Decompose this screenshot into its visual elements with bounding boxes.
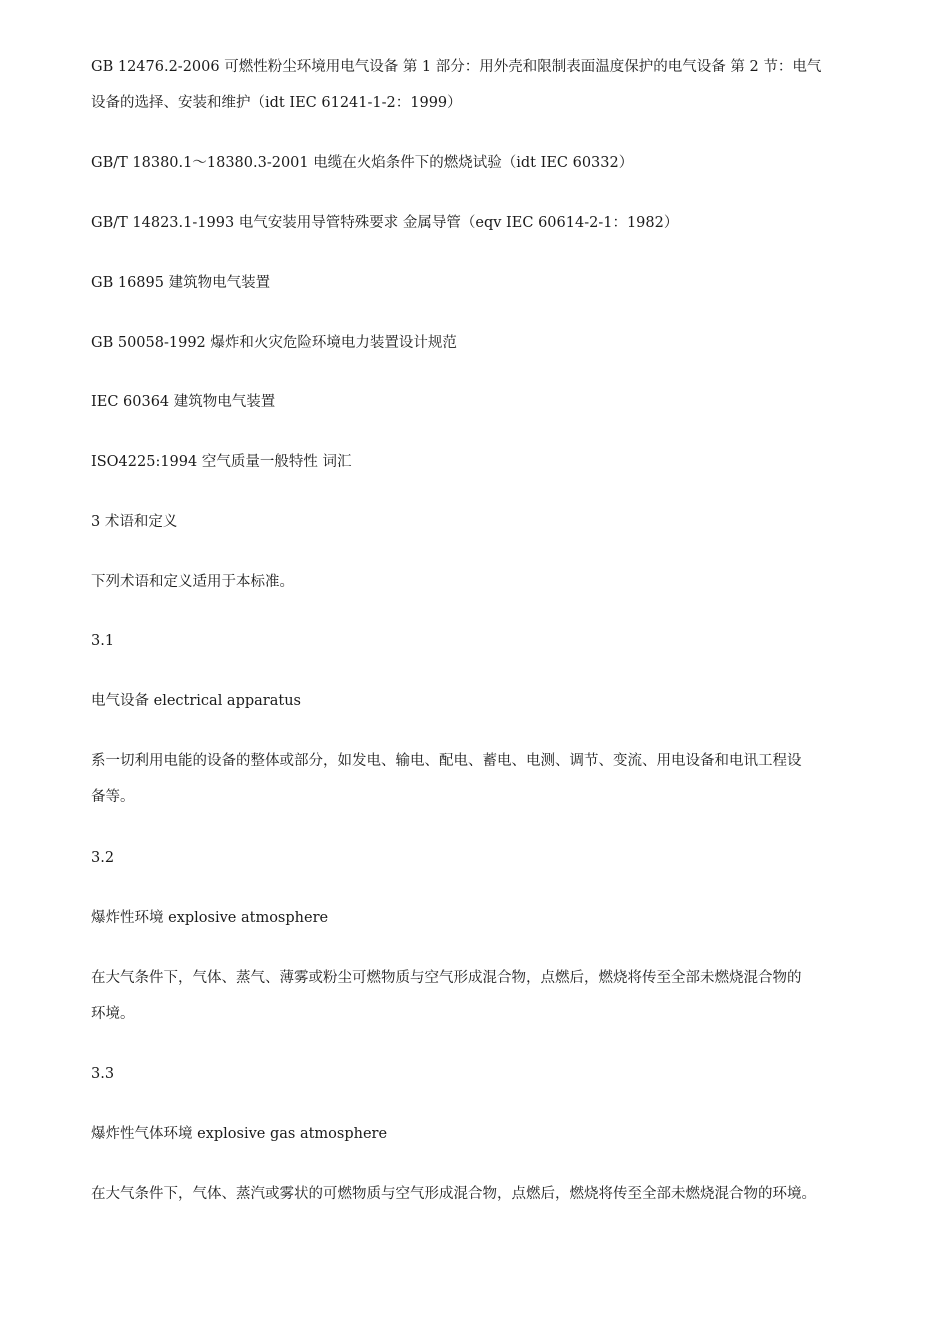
section-heading-terms: 3 术语和定义 [91,514,178,530]
reference-gbt14823: GB/T 14823.1-1993 电气安装用导管特殊要求 金属导管（eqv IEC 60614-2-1：1982） [91,215,679,231]
term-title-explosive-atmosphere: 爆炸性环境 explosive atmosphere [91,910,329,926]
section-intro: 下列术语和定义适用于本标准。 [91,574,294,590]
reference-gbt18380: GB/T 18380.1～18380.3-2001 电缆在火焰条件下的燃烧试验（idt IEC 60332） [91,155,634,171]
term-number-3-2: 3.2 [91,850,115,866]
term-definition-3-3: 在大气条件下，气体、蒸汽或雾状的可燃物质与空气形成混合物，点燃后，燃烧将传至全部未燃烧混合物的环境。 [91,1186,816,1202]
term-definition-3-1-line2: 备等。 [91,789,135,805]
term-number-3-1: 3.1 [91,633,115,649]
reference-gb16895: GB 16895 建筑物电气装置 [91,275,271,291]
term-title-explosive-gas-atmosphere: 爆炸性气体环境 explosive gas atmosphere [91,1126,388,1142]
term-title-electrical-apparatus: 电气设备 electrical apparatus [91,693,301,709]
term-definition-3-2-line1: 在大气条件下，气体、蒸气、薄雾或粉尘可燃物质与空气形成混合物，点燃后，燃烧将传至全部未燃烧混合物的 [91,970,802,986]
reference-iso4225: ISO4225:1994 空气质量一般特性 词汇 [91,454,352,470]
reference-gb50058: GB 50058-1992 爆炸和火灾危险环境电力装置设计规范 [91,335,457,351]
term-definition-3-1-line1: 系一切利用电能的设备的整体或部分，如发电、输电、配电、蓄电、电测、调节、变流、用电设备和电讯工程设 [91,753,802,769]
reference-iec60364: IEC 60364 建筑物电气装置 [91,394,276,410]
term-number-3-3: 3.3 [91,1066,115,1082]
reference-gb12476-line2: 设备的选择、安装和维护（idt IEC 61241-1-2：1999） [91,95,462,111]
term-definition-3-2-line2: 环境。 [91,1006,135,1022]
reference-gb12476-line1: GB 12476.2-2006 可燃性粉尘环境用电气设备 第 1 部分：用外壳和限制表面温度保护的电气设备 第 2 节：电气 [91,59,822,75]
